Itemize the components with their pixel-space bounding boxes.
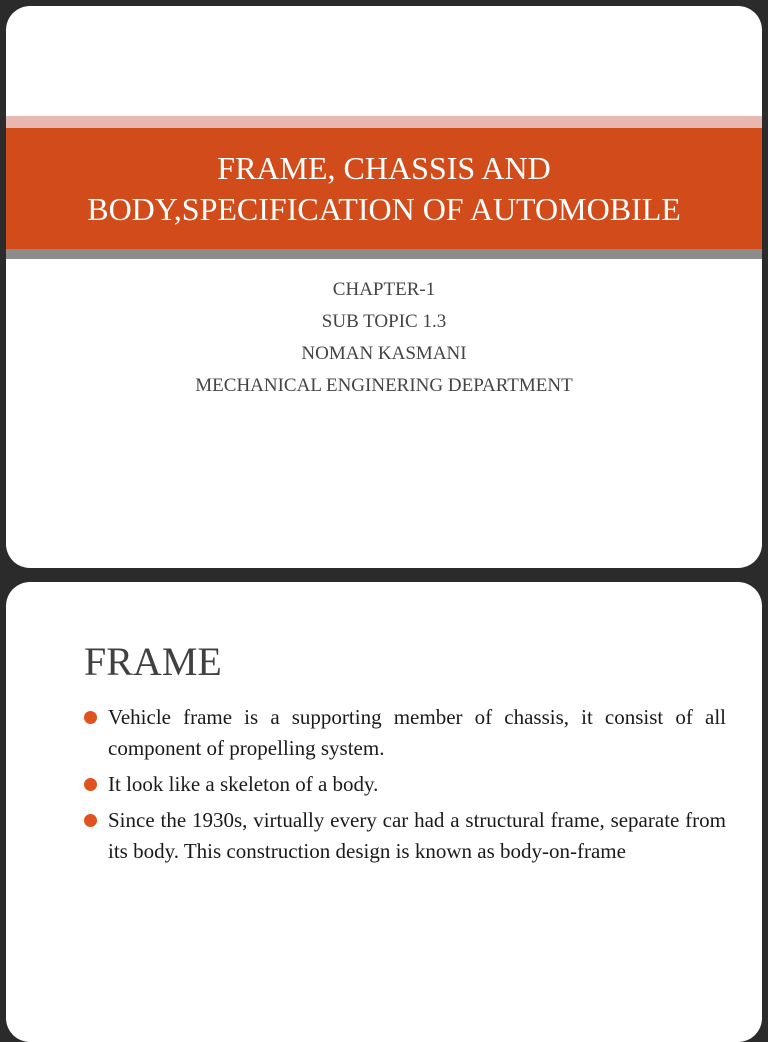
bullet-text: Vehicle frame is a supporting member of chassis, it consist of all component of propelling system. (108, 705, 726, 760)
slide-title (87, 148, 681, 230)
bullet-item (84, 769, 726, 800)
bullet-icon (84, 814, 97, 827)
subtitle-author: NOMAN KASMANI (301, 343, 467, 364)
title-slide (6, 6, 762, 568)
title-band (6, 128, 762, 249)
title-band-highlight (6, 116, 762, 128)
slide-subtitle (6, 274, 762, 402)
bullet-icon (84, 778, 97, 791)
slide-title-line-2: BODY,SPECIFICATION OF AUTOMOBILE (87, 190, 681, 227)
subtitle-subtopic: SUB TOPIC 1.3 (321, 311, 447, 332)
bullet-text: It look like a skeleton of a body. (108, 772, 379, 796)
content-slide (6, 582, 762, 1042)
subtitle-chapter: CHAPTER-1 (332, 279, 436, 300)
bullet-item (84, 805, 726, 867)
bullet-icon (84, 711, 97, 724)
subtitle-department: MECHANICAL ENGINERING DEPARTMENT (195, 375, 573, 396)
slide-heading: FRAME (84, 639, 222, 684)
bullet-text: Since the 1930s, virtually every car had a structural frame, separate from its body. This construction design is known as body-on-frame (108, 808, 726, 863)
title-band-shadow (6, 249, 762, 259)
slide-title-line-1: FRAME, CHASSIS AND (217, 149, 551, 186)
bullet-list (84, 702, 726, 872)
bullet-item (84, 702, 726, 764)
